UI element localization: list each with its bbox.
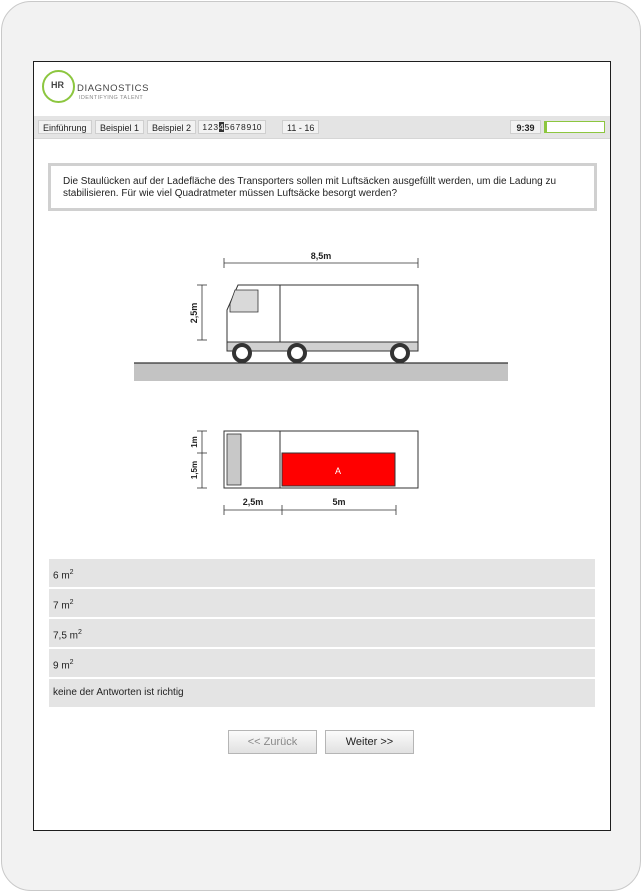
truck-chassis [227, 342, 418, 351]
transporter-diagram [34, 232, 611, 522]
answer-text: keine der Antworten ist richtig [53, 687, 184, 698]
top-cab-windshield [227, 434, 241, 485]
side-view [134, 251, 508, 381]
truck-wheel [392, 345, 408, 361]
page-number-8[interactable]: 8 [241, 122, 246, 132]
timer-display: 9:39 [510, 120, 541, 134]
question-text: Die Staulücken auf der Ladefläche des Transporters sollen mit Luftsäcken ausgefüllt werden, um die Ladung zu stabilisieren. Für wie viel Quadratmeter müssen Luftsäcke besorgt werden? [48, 163, 597, 211]
back-button[interactable]: << Zurück [228, 730, 317, 754]
cargo-label: A [334, 466, 342, 476]
nav-example2-button[interactable]: Beispiel 2 [147, 120, 196, 134]
answer-text: 7 m [53, 600, 70, 612]
time-progress-bar [544, 121, 605, 133]
cargo-height-label: 1,5m [190, 460, 199, 480]
answer-superscript: 2 [69, 659, 74, 666]
company-logo [42, 70, 162, 110]
page-number-10[interactable]: 10 [252, 122, 262, 132]
nav-example1-button[interactable]: Beispiel 1 [95, 120, 144, 134]
page-number-9[interactable]: 9 [246, 122, 252, 132]
test-screen [33, 61, 611, 831]
next-button[interactable]: Weiter >> [325, 730, 414, 754]
nav-intro-button[interactable]: Einführung [38, 120, 92, 134]
logo-name: DIAGNOSTICS [77, 83, 150, 94]
time-progress-fill [545, 122, 547, 132]
page-number-4[interactable]: 4 [218, 122, 224, 132]
answer-text: 7,5 m [53, 630, 79, 642]
page-number-6[interactable]: 6 [229, 122, 235, 132]
answer-superscript: 2 [69, 599, 74, 606]
truck-wheel [234, 345, 250, 361]
page-number-7[interactable]: 7 [235, 122, 241, 132]
nav-range-button[interactable]: 11 - 16 [282, 120, 319, 134]
page-number-1[interactable]: 1 [202, 122, 208, 132]
page-number-list [198, 120, 266, 134]
length-label: 8,5m [310, 251, 332, 261]
ground [134, 363, 508, 381]
answer-option[interactable] [49, 619, 595, 647]
answer-option[interactable] [49, 589, 595, 617]
answer-option[interactable] [49, 649, 595, 677]
logo-tagline: IDENTIFYING TALENT [79, 95, 144, 101]
height-label: 2,5m [189, 302, 199, 324]
answer-superscript: 2 [69, 569, 74, 576]
truck-wheel [289, 345, 305, 361]
answer-list [49, 559, 595, 709]
answer-superscript: 2 [78, 629, 82, 636]
navigation-bar [34, 116, 610, 139]
top-gap-label: 1m [190, 436, 199, 448]
answer-option[interactable] [49, 679, 595, 707]
truck-window [230, 290, 258, 312]
page-number-5[interactable]: 5 [224, 122, 230, 132]
answer-option[interactable] [49, 559, 595, 587]
cab-length-label: 2,5m [242, 497, 264, 507]
truck-cargo-box [280, 285, 418, 342]
cargo-length-label: 5m [332, 497, 346, 507]
page-number-3[interactable]: 3 [213, 122, 219, 132]
answer-text: 6 m [53, 570, 70, 582]
answer-text: 9 m [53, 660, 70, 672]
page-number-2[interactable]: 2 [207, 122, 213, 132]
top-view [190, 431, 418, 515]
logo-initials: HR [51, 80, 64, 90]
